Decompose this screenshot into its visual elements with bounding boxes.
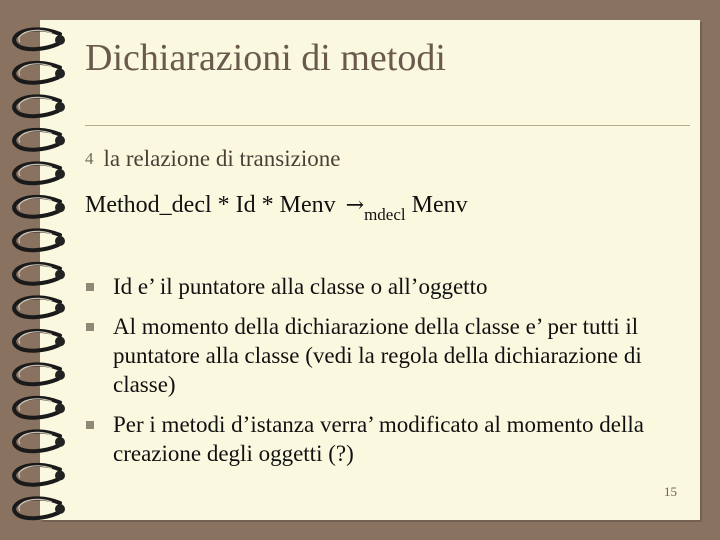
formula-subscript: mdecl	[364, 205, 406, 224]
bullet-text: Al momento della dichiarazione della classe e’ per tutti il puntatore alla classe (vedi la regola della dichiarazione di classe)	[113, 314, 642, 397]
binding-hole-icon	[55, 102, 65, 112]
ring-icon	[14, 130, 60, 150]
binding-hole-icon	[55, 471, 65, 481]
binding-hole-icon	[55, 303, 65, 313]
binding-hole-icon	[55, 236, 65, 246]
ring-icon	[14, 297, 60, 317]
binding-hole-icon	[55, 404, 65, 414]
square-bullet-icon	[86, 283, 94, 291]
binding-hole-icon	[55, 504, 65, 514]
bullet-text: Id e’ il puntatore alla classe o all’oggetto	[113, 274, 488, 299]
notebook-rings-icon	[0, 0, 90, 540]
subtitle-text: la relazione di transizione	[103, 146, 341, 171]
binding-hole-icon	[55, 203, 65, 213]
ring-icon	[14, 163, 60, 183]
bullet-text: Per i metodi d’istanza verra’ modificato al momento della creazione degli oggetti (?)	[113, 412, 644, 466]
transition-formula	[85, 192, 468, 224]
ring-icon	[14, 331, 60, 351]
ring-icon	[14, 498, 60, 518]
formula-text: Method_decl * Id * Menv	[85, 192, 336, 218]
ring-icon	[14, 96, 60, 116]
ring-icon	[14, 364, 60, 384]
ring-icon	[14, 398, 60, 418]
slide-title: Dichiarazioni di metodi	[85, 37, 446, 79]
binding-hole-icon	[55, 337, 65, 347]
title-divider	[85, 125, 690, 126]
list-item	[85, 272, 690, 301]
ring-icon	[14, 230, 60, 250]
square-bullet-icon	[86, 421, 94, 429]
binding-hole-icon	[55, 35, 65, 45]
bullet-list	[85, 272, 690, 479]
arrow-icon: →	[345, 193, 365, 218]
subtitle-line	[85, 146, 340, 172]
ring-icon	[14, 197, 60, 217]
binding-hole-icon	[55, 69, 65, 79]
list-item	[85, 410, 690, 468]
ring-icon	[14, 264, 60, 284]
square-bullet-icon	[86, 323, 94, 331]
ring-icon	[14, 29, 60, 49]
page-number: 15	[664, 484, 677, 499]
ring-icon	[14, 431, 60, 451]
subtitle-marker: 4	[85, 149, 94, 168]
binding-hole-icon	[55, 270, 65, 280]
ring-icon	[14, 465, 60, 485]
binding-hole-icon	[55, 136, 65, 146]
binding-hole-icon	[55, 437, 65, 447]
list-item	[85, 312, 690, 399]
binding-hole-icon	[55, 370, 65, 380]
formula-result: Menv	[411, 192, 468, 218]
ring-icon	[14, 63, 60, 83]
binding-hole-icon	[55, 169, 65, 179]
